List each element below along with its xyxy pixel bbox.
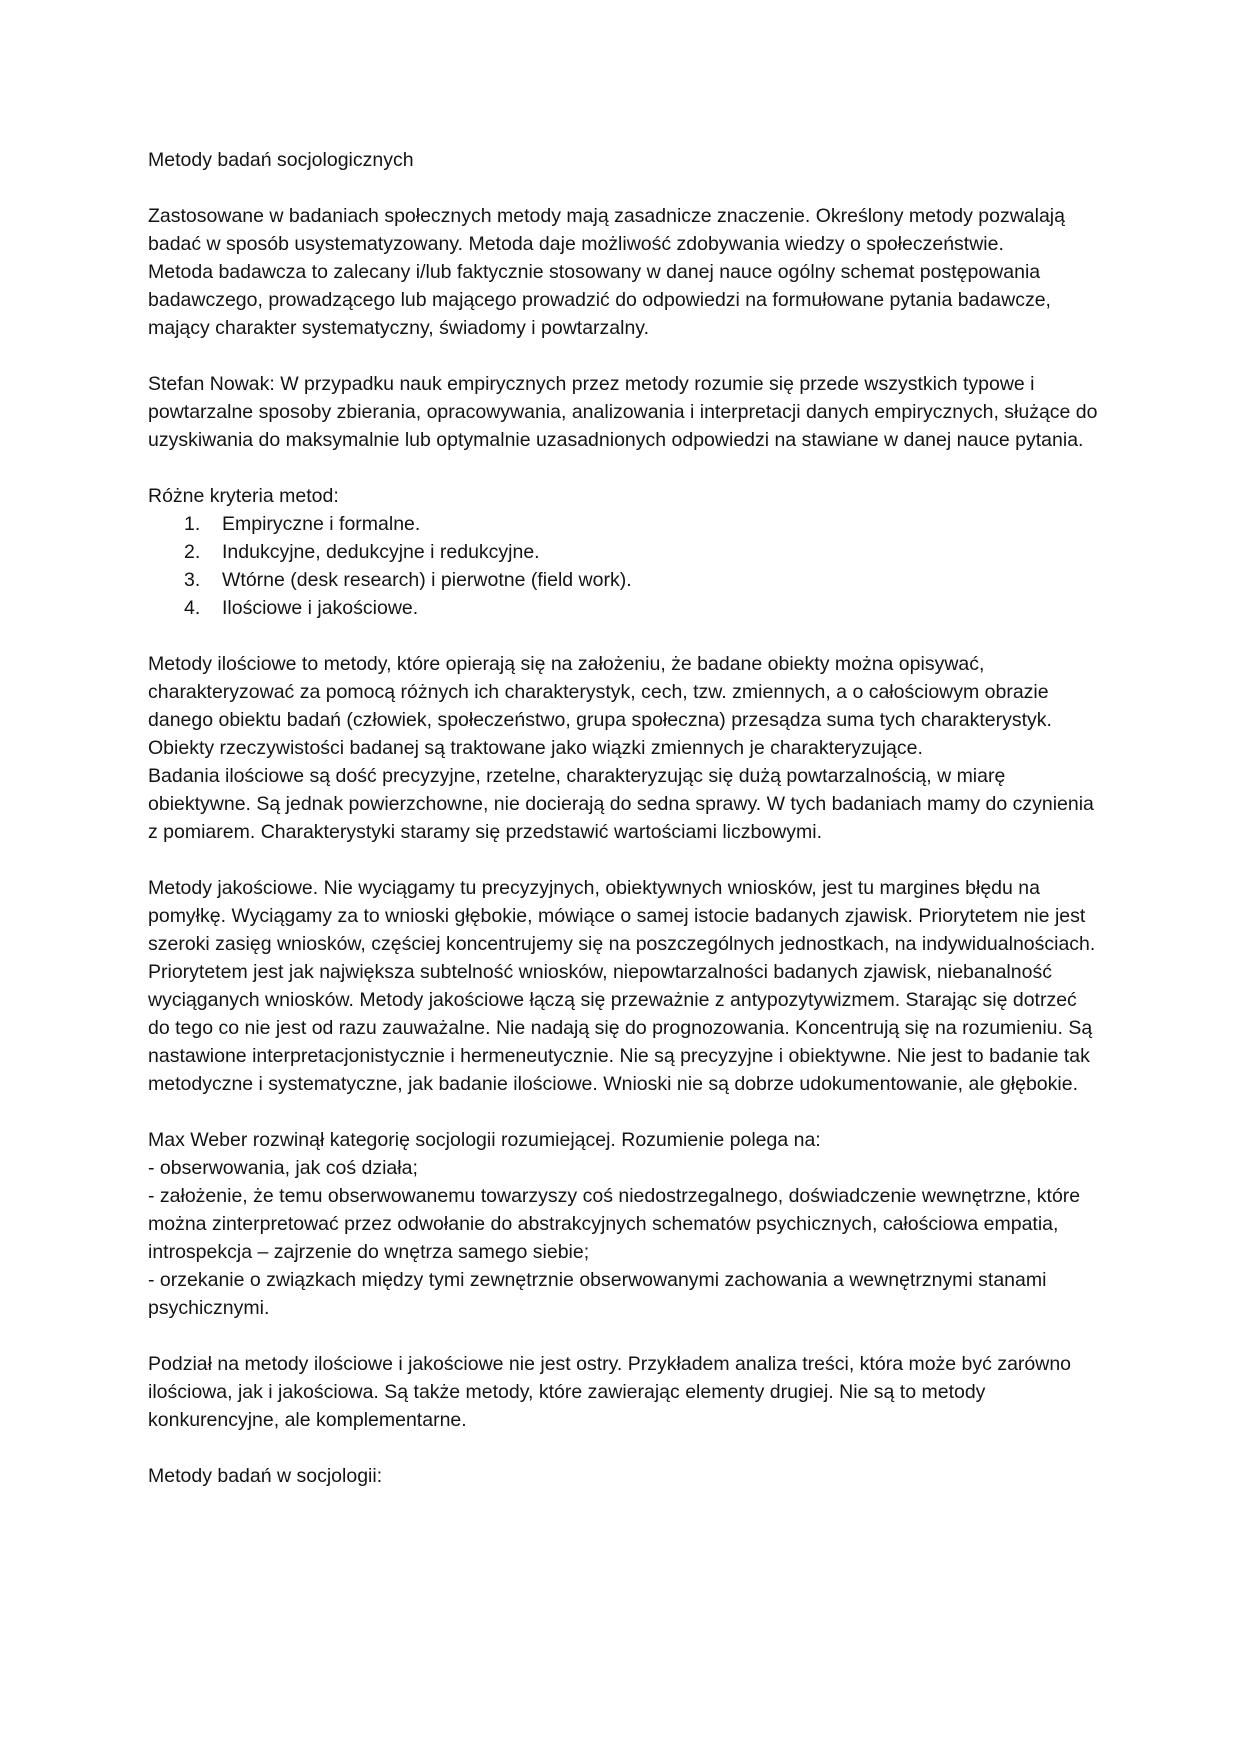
list-item-number: 1. [184, 513, 201, 535]
weber-point: - założenie, że temu obserwowanemu towarzyszy coś niedostrzegalnego, doświadczenie wewnętrzne, które można zinterpretować przez odwołanie do abstrakcyjnych schematów psychicznych, całościowa empatia, introspekcja – zajrzenie do wnętrza samego siebie; [148, 1185, 1081, 1263]
paragraph-quantitative-2: Badania ilościowe są dość precyzyjne, rzetelne, charakteryzując się dużą powtarzalnością, w miarę obiektywne. Są jednak powierzchowne, nie docierają do sedna sprawy. W tych badaniach mamy do czynienia z pomiarem. Charakterystyki staramy się przedstawić wartościami liczbowymi. [148, 765, 1094, 843]
paragraph-qualitative: Metody jakościowe. Nie wyciągamy tu precyzyjnych, obiektywnych wniosków, jest tu margines błędu na pomyłkę. Wyciągamy za to wnioski głębokie, mówiące o samej istocie badanych zjawisk. Priorytetem nie jest szeroki zasięg wniosków, częściej koncentrujemy się na poszczególnych jednostkach, na indywidualnościach. Priorytetem jest jak największa subtelność wniosków, niepowtarzalności badanych zjawisk, niebanalność wyciąganych wniosków. Metody jakościowe łączą się przeważnie z antypozytywizmem. Starając się dotrzeć do tego co nie jest od razu zauważalne. Nie nadają się do prognozowania. Koncentrują się na rozumieniu. Są nastawione interpretacjonistycznie i hermeneutycznie. Nie są precyzyjne i obiektywne. Nie jest to badanie tak metodyczne i systematyczne, jak badanie ilościowe. Wnioski nie są dobrze udokumentowanie, ale głębokie. [148, 877, 1096, 1095]
list-item-number: 3. [184, 569, 201, 591]
list-item [148, 510, 1098, 538]
paragraph-nowak-quote: Stefan Nowak: W przypadku nauk empirycznych przez metody rozumie się przede wszystkich typowe i powtarzalne sposoby zbierania, opracowywania, analizowania i interpretacji danych empirycznych, służące do uzyskiwania do maksymalnie lub optymalnie uzasadnionych odpowiedzi na stawiane w danej nauce pytania. [148, 373, 1098, 451]
list-item-text: Indukcyjne, dedukcyjne i redukcyjne. [222, 541, 540, 563]
methods-heading: Metody badań w socjologii: [148, 1465, 383, 1487]
document-title: Metody badań socjologicznych [148, 149, 414, 171]
paragraph-weber-intro: Max Weber rozwinął kategorię socjologii rozumiejącej. Rozumienie polega na: [148, 1129, 821, 1151]
list-item-text: Wtórne (desk research) i pierwotne (field work). [222, 569, 632, 591]
document-body [148, 146, 1098, 1490]
list-item-text: Empiryczne i formalne. [222, 513, 421, 535]
paragraph-quantitative-1: Metody ilościowe to metody, które opierają się na założeniu, że badane obiekty można opisywać, charakteryzować za pomocą różnych ich charakterystyk, cech, tzw. zmiennych, a o całościowym obrazie danego obiektu badań (człowiek, społeczeństwo, grupa społeczna) przesądza suma tych charakterystyk. Obiekty rzeczywistości badanej są traktowane jako wiązki zmiennych je charakteryzujące. [148, 653, 1052, 759]
list-item-number: 2. [184, 541, 201, 563]
weber-point: - obserwowania, jak coś działa; [148, 1157, 418, 1179]
criteria-list [148, 510, 1098, 622]
paragraph-division: Podział na metody ilościowe i jakościowe nie jest ostry. Przykładem analiza treści, która może być zarówno ilościowa, jak i jakościowa. Są także metody, które zawierając elementy drugiej. Nie są to metody konkurencyjne, ale komplementarne. [148, 1353, 1072, 1431]
criteria-heading: Różne kryteria metod: [148, 485, 339, 507]
list-item [148, 538, 1098, 566]
paragraph-intro-1: Zastosowane w badaniach społecznych metody mają zasadnicze znaczenie. Określony metody pozwalają badać w sposób usystematyzowany. Metoda daje możliwość zdobywania wiedzy o społeczeństwie. [148, 205, 1065, 255]
list-item [148, 594, 1098, 622]
list-item-number: 4. [184, 597, 201, 619]
list-item-text: Ilościowe i jakościowe. [222, 597, 419, 619]
list-item [148, 566, 1098, 594]
weber-point: - orzekanie o związkach między tymi zewnętrznie obserwowanymi zachowania a wewnętrznymi stanami psychicznymi. [148, 1269, 1047, 1319]
paragraph-intro-2: Metoda badawcza to zalecany i/lub faktycznie stosowany w danej nauce ogólny schemat postępowania badawczego, prowadzącego lub mającego prowadzić do odpowiedzi na formułowane pytania badawcze, mający charakter systematyczny, świadomy i powtarzalny. [148, 261, 1051, 339]
